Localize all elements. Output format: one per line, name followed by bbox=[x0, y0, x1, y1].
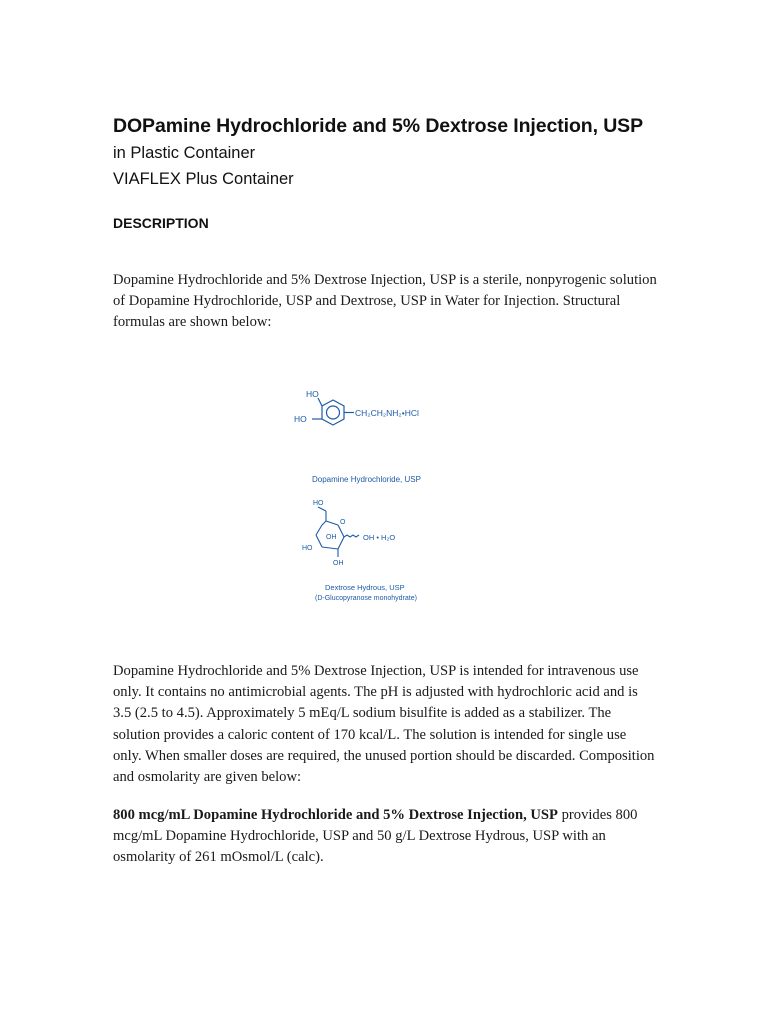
dextrose-oh-bottom-label: OH bbox=[333, 560, 344, 567]
description-paragraph-3 bbox=[113, 805, 658, 869]
composition-detail: provides 800 mcg/mL Dopamine Hydrochloride, USP and 50 g/L Dextrose Hydrous, USP with an osmolarity of 261 mOsmol/L (calc). bbox=[113, 807, 638, 866]
dextrose-ring-oxygen-label: O bbox=[340, 519, 346, 526]
dextrose-structure bbox=[316, 507, 359, 557]
section-heading-description: DESCRIPTION bbox=[113, 215, 209, 231]
dextrose-oh-ring-label: OH bbox=[326, 534, 337, 541]
subtitle-product: VIAFLEX Plus Container bbox=[113, 170, 294, 188]
description-paragraph-2: Dopamine Hydrochloride and 5% Dextrose Injection, USP is intended for intravenous use only. It contains no antimicrobial agents. The pH is adjusted with hydrochloric acid and is 3.5 (2.5 to 4.5). Approximately 5 mEq/L sodium bisulfite is added as a stabilizer. The solution provides a caloric content of 170 kcal/L. The solution is intended for single use only. When smaller doses are required, the unused portion should be discarded. Composition and osmolarity are given below: bbox=[113, 663, 655, 786]
document-page bbox=[113, 112, 658, 866]
dopamine-chain-label: CH₂CH₂NH₂•HCl bbox=[355, 408, 419, 418]
description-paragraph-1: Dopamine Hydrochloride and 5% Dextrose Injection, USP is a sterile, nonpyrogenic solution of Dopamine Hydrochloride, USP and Dextrose, USP in Water for Injection. Structural formulas are shown below: bbox=[113, 272, 657, 331]
dextrose-caption-line2: (D-Glucopyranose monohydrate) bbox=[315, 595, 417, 602]
dopamine-ho-left-label: HO bbox=[294, 414, 307, 424]
dextrose-ho-top-label: HO bbox=[313, 500, 324, 507]
dextrose-caption-line1: Dextrose Hydrous, USP bbox=[325, 583, 405, 592]
dopamine-structure bbox=[312, 398, 354, 425]
dextrose-oh-right-label: OH • H₂O bbox=[363, 533, 396, 542]
dopamine-ho-top-label: HO bbox=[306, 389, 319, 399]
page-title: DOPamine Hydrochloride and 5% Dextrose Injection, USP bbox=[113, 115, 643, 137]
composition-bold-lead: 800 mcg/mL Dopamine Hydrochloride and 5% Dextrose Injection, USP bbox=[113, 807, 558, 823]
subtitle-container: in Plastic Container bbox=[113, 144, 256, 162]
dopamine-caption: Dopamine Hydrochloride, USP bbox=[312, 475, 421, 484]
structural-formulas-figure bbox=[288, 387, 458, 607]
dextrose-ho-left-label: HO bbox=[302, 545, 313, 552]
